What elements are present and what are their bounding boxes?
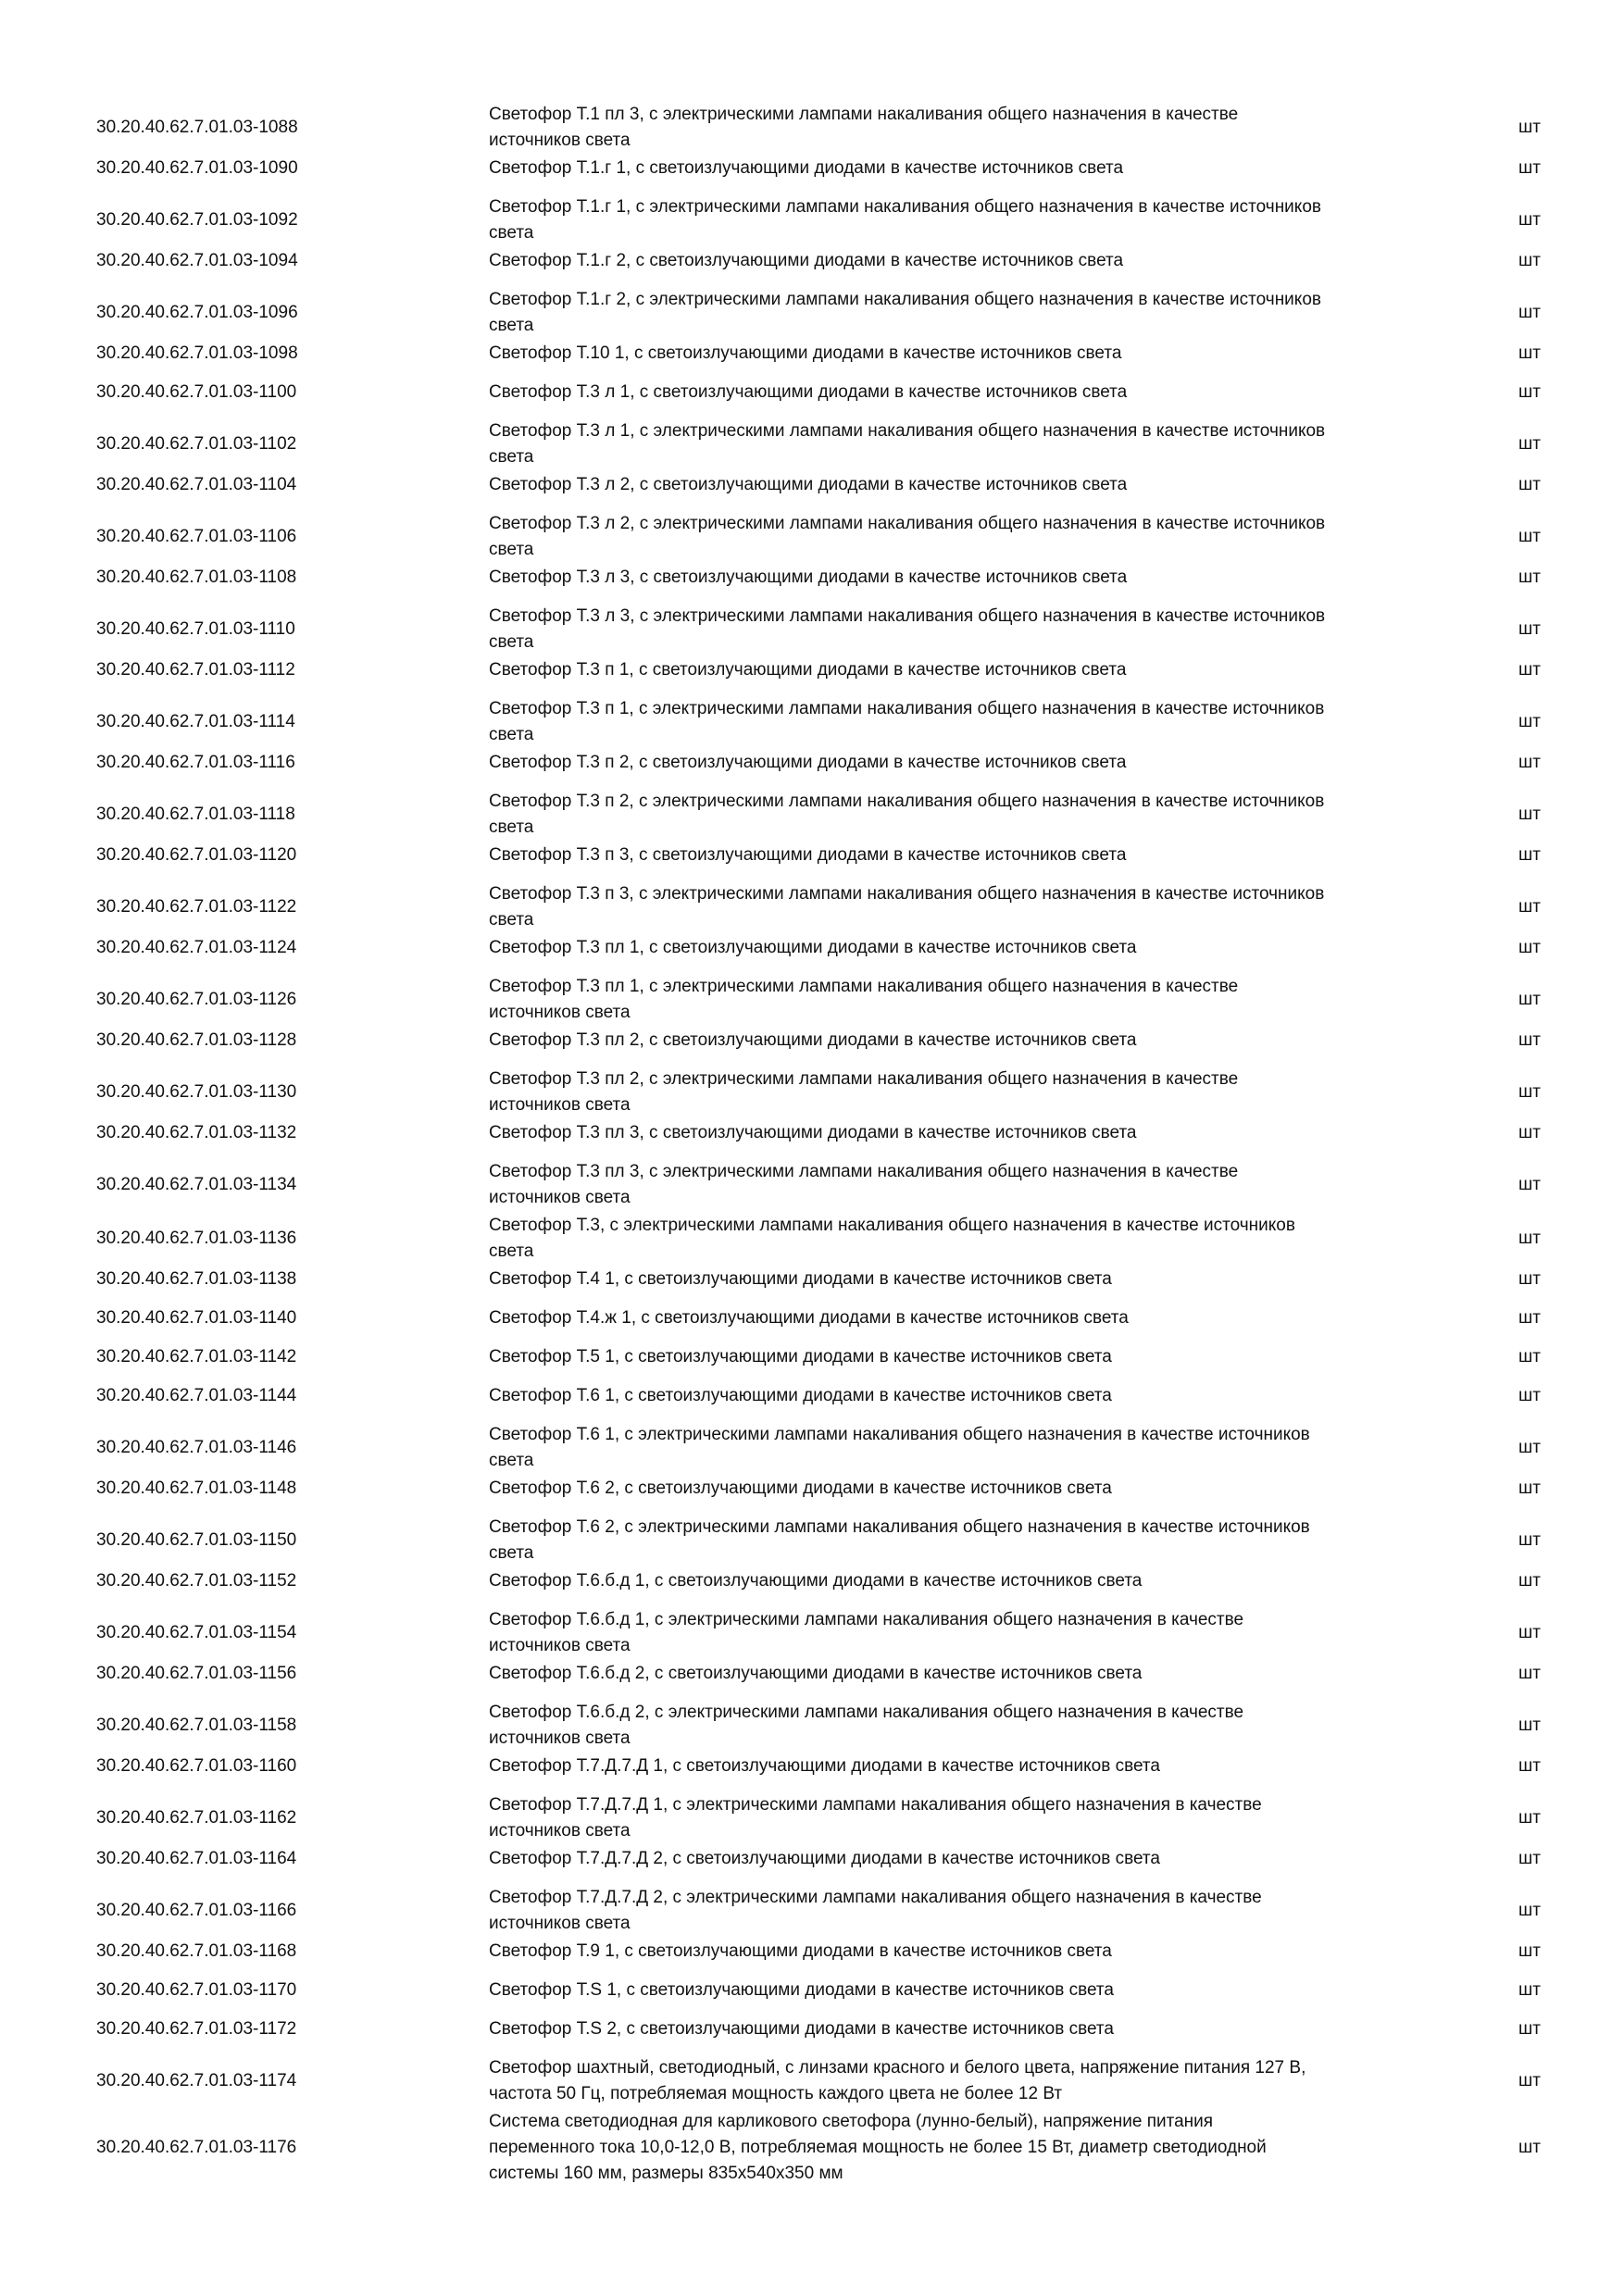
row-unit: шт <box>1518 158 1541 178</box>
row-description-line: Светофор Т.3 п 2, с электрическими лампами накаливания общего назначения в качестве источников <box>489 792 1325 811</box>
table-row <box>0 1476 1624 1502</box>
row-description-line: Светофор Т.9 1, с светоизлучающими диодами в качестве источников света <box>489 1941 1112 1961</box>
row-description-line: Светофор Т.3 пл 1, с светоизлучающими диодами в качестве источников света <box>489 938 1137 957</box>
table-row <box>0 1067 1624 1118</box>
row-unit: шт <box>1518 382 1541 402</box>
row-description-line: частота 50 Гц, потребляемая мощность каждого цвета не более 12 Вт <box>489 2084 1063 2103</box>
row-unit: шт <box>1518 1438 1541 1457</box>
row-unit: шт <box>1518 1123 1541 1142</box>
row-description-line: света <box>489 540 534 559</box>
row-unit: шт <box>1518 2138 1541 2157</box>
row-description <box>489 1067 1452 1118</box>
row-description-line: света <box>489 725 534 744</box>
row-unit: шт <box>1518 475 1541 494</box>
row-description-line: источников света <box>489 1914 631 1933</box>
row-description <box>489 1792 1452 1844</box>
row-description-line: Светофор Т.6 1, с электрическими лампами накаливания общего назначения в качестве источников <box>489 1425 1310 1444</box>
row-description-line: Светофор Т.3 п 2, с светоизлучающими диодами в качестве источников света <box>489 753 1127 772</box>
row-code: 30.20.40.62.7.01.03-1152 <box>96 1571 297 1591</box>
table-row <box>0 156 1624 181</box>
row-description <box>489 1939 1452 1965</box>
row-unit: шт <box>1518 1479 1541 1498</box>
row-description-line: Светофор Т.7.Д.7.Д 1, с светоизлучающими диодами в качестве источников света <box>489 1756 1160 1776</box>
row-description <box>489 1476 1452 1502</box>
row-description <box>489 194 1452 246</box>
row-description <box>489 511 1452 563</box>
table-row <box>0 1515 1624 1566</box>
row-unit: шт <box>1518 1623 1541 1642</box>
row-unit: шт <box>1518 1030 1541 1050</box>
row-description <box>489 102 1452 154</box>
row-description <box>489 1120 1452 1146</box>
row-description-line: Светофор Т.S 2, с светоизлучающими диодами в качестве источников света <box>489 2019 1114 2039</box>
row-description-line: переменного тока 10,0-12,0 В, потребляемая мощность не более 15 Вт, диаметр светодиодной <box>489 2138 1267 2157</box>
row-code: 30.20.40.62.7.01.03-1166 <box>96 1901 297 1920</box>
row-unit: шт <box>1518 1941 1541 1961</box>
row-code: 30.20.40.62.7.01.03-1140 <box>96 1308 297 1328</box>
row-description-line: Светофор Т.5 1, с светоизлучающими диодами в качестве источников света <box>489 1347 1112 1366</box>
table-row <box>0 1305 1624 1331</box>
row-description <box>489 248 1452 274</box>
table-row <box>0 1700 1624 1752</box>
row-description-line: Светофор Т.6 1, с светоизлучающими диодами в качестве источников света <box>489 1386 1112 1405</box>
row-unit: шт <box>1518 527 1541 546</box>
table-row <box>0 287 1624 339</box>
table-row <box>0 881 1624 933</box>
row-description-line: Светофор Т.1 пл 3, с электрическими лампами накаливания общего назначения в качестве <box>489 105 1239 124</box>
row-description <box>489 1568 1452 1594</box>
row-description <box>489 935 1452 961</box>
row-code: 30.20.40.62.7.01.03-1108 <box>96 568 297 587</box>
row-description <box>489 565 1452 591</box>
row-code: 30.20.40.62.7.01.03-1112 <box>96 660 295 680</box>
row-description-line: источников света <box>489 131 631 150</box>
row-description <box>489 974 1452 1026</box>
row-code: 30.20.40.62.7.01.03-1148 <box>96 1479 297 1498</box>
row-code: 30.20.40.62.7.01.03-1146 <box>96 1438 297 1457</box>
row-description <box>489 341 1452 367</box>
table-row <box>0 565 1624 591</box>
row-unit: шт <box>1518 938 1541 957</box>
row-unit: шт <box>1518 568 1541 587</box>
row-description <box>489 750 1452 776</box>
row-code: 30.20.40.62.7.01.03-1142 <box>96 1347 297 1366</box>
row-description-line: Светофор Т.7.Д.7.Д 1, с электрическими лампами накаливания общего назначения в качестве <box>489 1795 1262 1815</box>
row-code: 30.20.40.62.7.01.03-1098 <box>96 343 298 363</box>
table-row <box>0 974 1624 1026</box>
table-row <box>0 511 1624 563</box>
row-description-line: Система светодиодная для карликового светофора (лунно-белый), напряжение питания <box>489 2112 1214 2131</box>
row-description <box>489 1383 1452 1409</box>
row-unit: шт <box>1518 251 1541 270</box>
table-row <box>0 789 1624 841</box>
row-description-line: света <box>489 910 534 930</box>
row-code: 30.20.40.62.7.01.03-1132 <box>96 1123 297 1142</box>
row-description <box>489 1422 1452 1474</box>
row-description <box>489 2055 1452 2107</box>
table-row <box>0 2109 1624 2187</box>
row-description <box>489 1978 1452 2003</box>
row-description-line: Светофор Т.7.Д.7.Д 2, с электрическими лампами накаливания общего назначения в качестве <box>489 1888 1262 1907</box>
row-code: 30.20.40.62.7.01.03-1162 <box>96 1808 297 1828</box>
row-description <box>489 156 1452 181</box>
row-code: 30.20.40.62.7.01.03-1136 <box>96 1229 297 1248</box>
row-unit: шт <box>1518 1308 1541 1328</box>
row-code: 30.20.40.62.7.01.03-1170 <box>96 1980 297 2000</box>
row-description <box>489 1661 1452 1687</box>
row-unit: шт <box>1518 619 1541 639</box>
table-row <box>0 1267 1624 1292</box>
table-row <box>0 1939 1624 1965</box>
row-description-line: света <box>489 817 534 837</box>
table-row <box>0 696 1624 748</box>
row-unit: шт <box>1518 1901 1541 1920</box>
row-code: 30.20.40.62.7.01.03-1110 <box>96 619 295 639</box>
row-unit: шт <box>1518 1571 1541 1591</box>
row-description-line: Светофор Т.3 п 3, с светоизлучающими диодами в качестве источников света <box>489 845 1127 865</box>
row-unit: шт <box>1518 118 1541 137</box>
row-description <box>489 789 1452 841</box>
row-description-line: источников света <box>489 1728 631 1748</box>
table-row <box>0 1383 1624 1409</box>
row-code: 30.20.40.62.7.01.03-1116 <box>96 753 295 772</box>
row-unit: шт <box>1518 990 1541 1009</box>
row-description-line: Светофор Т.7.Д.7.Д 2, с светоизлучающими диодами в качестве источников света <box>489 1849 1160 1868</box>
row-unit: шт <box>1518 1269 1541 1289</box>
table-row <box>0 1846 1624 1872</box>
table-row <box>0 750 1624 776</box>
table-row <box>0 2016 1624 2042</box>
row-description-line: света <box>489 1451 534 1470</box>
table-row <box>0 341 1624 367</box>
row-description-line: системы 160 мм, размеры 835х540х350 мм <box>489 2164 843 2183</box>
row-code: 30.20.40.62.7.01.03-1106 <box>96 527 297 546</box>
row-code: 30.20.40.62.7.01.03-1172 <box>96 2019 297 2039</box>
row-description-line: Светофор Т.1.г 2, с электрическими лампами накаливания общего назначения в качестве источников <box>489 290 1321 309</box>
row-description-line: Светофор Т.10 1, с светоизлучающими диодами в качестве источников света <box>489 343 1122 363</box>
row-unit: шт <box>1518 1175 1541 1194</box>
row-description-line: Светофор Т.3 пл 3, с электрическими лампами накаливания общего назначения в качестве <box>489 1162 1239 1181</box>
row-description-line: Светофор Т.3 пл 1, с электрическими лампами накаливания общего назначения в качестве <box>489 977 1239 996</box>
row-unit: шт <box>1518 805 1541 824</box>
table-row <box>0 1159 1624 1211</box>
row-description-line: Светофор Т.3 л 3, с светоизлучающими диодами в качестве источников света <box>489 568 1128 587</box>
row-description-line: Светофор Т.3 пл 3, с светоизлучающими диодами в качестве источников света <box>489 1123 1137 1142</box>
table-row <box>0 380 1624 406</box>
row-description <box>489 1213 1452 1265</box>
table-row <box>0 472 1624 498</box>
row-description-line: Светофор Т.3 п 1, с светоизлучающими диодами в качестве источников света <box>489 660 1127 680</box>
row-description <box>489 418 1452 470</box>
row-code: 30.20.40.62.7.01.03-1174 <box>96 2071 297 2090</box>
row-unit: шт <box>1518 660 1541 680</box>
row-code: 30.20.40.62.7.01.03-1096 <box>96 303 298 322</box>
row-unit: шт <box>1518 343 1541 363</box>
row-description <box>489 2109 1452 2187</box>
row-description-line: Светофор Т.3 л 2, с светоизлучающими диодами в качестве источников света <box>489 475 1128 494</box>
row-code: 30.20.40.62.7.01.03-1158 <box>96 1716 297 1735</box>
table-row <box>0 935 1624 961</box>
row-description-line: Светофор Т.S 1, с светоизлучающими диодами в качестве источников света <box>489 1980 1114 2000</box>
row-code: 30.20.40.62.7.01.03-1092 <box>96 210 298 230</box>
row-description-line: Светофор Т.1.г 1, с электрическими лампами накаливания общего назначения в качестве источников <box>489 197 1321 217</box>
row-description-line: Светофор Т.1.г 1, с светоизлучающими диодами в качестве источников света <box>489 158 1124 178</box>
row-description-line: источников света <box>489 1003 631 1022</box>
row-unit: шт <box>1518 712 1541 731</box>
row-unit: шт <box>1518 1347 1541 1366</box>
row-description-line: источников света <box>489 1095 631 1115</box>
row-description-line: источников света <box>489 1821 631 1841</box>
row-unit: шт <box>1518 1756 1541 1776</box>
row-description-line: света <box>489 223 534 243</box>
row-description <box>489 380 1452 406</box>
table-row <box>0 1422 1624 1474</box>
row-description-line: Светофор Т.6 2, с электрическими лампами накаливания общего назначения в качестве источников <box>489 1517 1310 1537</box>
row-code: 30.20.40.62.7.01.03-1120 <box>96 845 297 865</box>
row-description-line: Светофор Т.4.ж 1, с светоизлучающими диодами в качестве источников света <box>489 1308 1129 1328</box>
row-unit: шт <box>1518 210 1541 230</box>
row-code: 30.20.40.62.7.01.03-1150 <box>96 1530 297 1550</box>
row-unit: шт <box>1518 1386 1541 1405</box>
row-description-line: света <box>489 632 534 652</box>
row-code: 30.20.40.62.7.01.03-1138 <box>96 1269 297 1289</box>
row-description <box>489 287 1452 339</box>
row-code: 30.20.40.62.7.01.03-1144 <box>96 1386 297 1405</box>
row-description <box>489 1846 1452 1872</box>
row-description-line: Светофор Т.3 пл 2, с электрическими лампами накаливания общего назначения в качестве <box>489 1069 1239 1089</box>
row-description <box>489 1028 1452 1054</box>
row-description-line: Светофор Т.3 п 3, с электрическими лампами накаливания общего назначения в качестве источников <box>489 884 1325 904</box>
row-code: 30.20.40.62.7.01.03-1104 <box>96 475 297 494</box>
table-row <box>0 1028 1624 1054</box>
row-description <box>489 1267 1452 1292</box>
row-description-line: Светофор Т.3 л 3, с электрическими лампами накаливания общего назначения в качестве источников <box>489 606 1326 626</box>
table-row <box>0 657 1624 683</box>
row-code: 30.20.40.62.7.01.03-1156 <box>96 1664 297 1683</box>
row-description-line: Светофор Т.6.б.д 1, с электрическими лампами накаливания общего назначения в качестве <box>489 1610 1244 1629</box>
row-description-line: Светофор Т.3 л 1, с светоизлучающими диодами в качестве источников света <box>489 382 1128 402</box>
row-code: 30.20.40.62.7.01.03-1176 <box>96 2138 297 2157</box>
row-description-line: света <box>489 1242 534 1261</box>
row-unit: шт <box>1518 1849 1541 1868</box>
row-code: 30.20.40.62.7.01.03-1088 <box>96 118 298 137</box>
row-description-line: Светофор Т.6.б.д 2, с светоизлучающими диодами в качестве источников света <box>489 1664 1143 1683</box>
row-description-line: Светофор Т.4 1, с светоизлучающими диодами в качестве источников света <box>489 1269 1112 1289</box>
table-row <box>0 1885 1624 1937</box>
table-row <box>0 1792 1624 1844</box>
row-unit: шт <box>1518 2019 1541 2039</box>
table-row <box>0 418 1624 470</box>
row-description <box>489 881 1452 933</box>
row-description <box>489 657 1452 683</box>
row-description <box>489 472 1452 498</box>
row-unit: шт <box>1518 753 1541 772</box>
row-code: 30.20.40.62.7.01.03-1114 <box>96 712 295 731</box>
table-row <box>0 1978 1624 2003</box>
table-row <box>0 248 1624 274</box>
row-description-line: Светофор Т.1.г 2, с светоизлучающими диодами в качестве источников света <box>489 251 1124 270</box>
row-code: 30.20.40.62.7.01.03-1168 <box>96 1941 297 1961</box>
row-description <box>489 1607 1452 1659</box>
table-row <box>0 604 1624 655</box>
row-description <box>489 1700 1452 1752</box>
table-row <box>0 1568 1624 1594</box>
row-unit: шт <box>1518 1229 1541 1248</box>
row-unit: шт <box>1518 2071 1541 2090</box>
row-description <box>489 2016 1452 2042</box>
row-code: 30.20.40.62.7.01.03-1090 <box>96 158 298 178</box>
row-description-line: Светофор Т.3 п 1, с электрическими лампами накаливания общего назначения в качестве источников <box>489 699 1325 718</box>
row-code: 30.20.40.62.7.01.03-1164 <box>96 1849 297 1868</box>
row-description <box>489 1159 1452 1211</box>
row-unit: шт <box>1518 845 1541 865</box>
row-description <box>489 1885 1452 1937</box>
row-description-line: Светофор Т.3 л 1, с электрическими лампами накаливания общего назначения в качестве источников <box>489 421 1326 441</box>
row-description <box>489 696 1452 748</box>
row-description <box>489 1305 1452 1331</box>
row-description-line: источников света <box>489 1636 631 1655</box>
row-description-line: света <box>489 1543 534 1563</box>
row-unit: шт <box>1518 1808 1541 1828</box>
row-description <box>489 604 1452 655</box>
row-code: 30.20.40.62.7.01.03-1118 <box>96 805 295 824</box>
row-description <box>489 842 1452 868</box>
row-code: 30.20.40.62.7.01.03-1094 <box>96 251 298 270</box>
row-code: 30.20.40.62.7.01.03-1126 <box>96 990 297 1009</box>
row-description <box>489 1753 1452 1779</box>
table-row <box>0 102 1624 154</box>
row-unit: шт <box>1518 1980 1541 2000</box>
row-unit: шт <box>1518 303 1541 322</box>
table-row <box>0 194 1624 246</box>
row-unit: шт <box>1518 1530 1541 1550</box>
row-code: 30.20.40.62.7.01.03-1134 <box>96 1175 297 1194</box>
row-code: 30.20.40.62.7.01.03-1102 <box>96 434 297 454</box>
row-unit: шт <box>1518 1716 1541 1735</box>
row-description-line: Светофор Т.3, с электрическими лампами накаливания общего назначения в качестве источников <box>489 1216 1295 1235</box>
table-row <box>0 1753 1624 1779</box>
row-unit: шт <box>1518 897 1541 917</box>
row-description <box>489 1515 1452 1566</box>
row-description-line: света <box>489 447 534 467</box>
table-row <box>0 1344 1624 1370</box>
row-code: 30.20.40.62.7.01.03-1154 <box>96 1623 297 1642</box>
row-description-line: Светофор Т.3 л 2, с электрическими лампами накаливания общего назначения в качестве источников <box>489 514 1326 533</box>
row-description-line: Светофор шахтный, светодиодный, с линзами красного и белого цвета, напряжение питания 127 В, <box>489 2058 1306 2078</box>
row-description-line: Светофор Т.6.б.д 1, с светоизлучающими диодами в качестве источников света <box>489 1571 1143 1591</box>
table-row <box>0 1120 1624 1146</box>
table-row <box>0 1607 1624 1659</box>
row-description <box>489 1344 1452 1370</box>
table-row <box>0 1661 1624 1687</box>
row-unit: шт <box>1518 1664 1541 1683</box>
row-description-line: света <box>489 316 534 335</box>
row-unit: шт <box>1518 1082 1541 1102</box>
row-code: 30.20.40.62.7.01.03-1130 <box>96 1082 297 1102</box>
row-description-line: Светофор Т.6 2, с светоизлучающими диодами в качестве источников света <box>489 1479 1112 1498</box>
row-code: 30.20.40.62.7.01.03-1122 <box>96 897 297 917</box>
row-code: 30.20.40.62.7.01.03-1160 <box>96 1756 297 1776</box>
row-description-line: Светофор Т.6.б.д 2, с электрическими лампами накаливания общего назначения в качестве <box>489 1703 1244 1722</box>
row-unit: шт <box>1518 434 1541 454</box>
row-code: 30.20.40.62.7.01.03-1100 <box>96 382 297 402</box>
table-row <box>0 1213 1624 1265</box>
row-description-line: Светофор Т.3 пл 2, с светоизлучающими диодами в качестве источников света <box>489 1030 1137 1050</box>
table-row <box>0 842 1624 868</box>
table-row <box>0 2055 1624 2107</box>
row-code: 30.20.40.62.7.01.03-1124 <box>96 938 297 957</box>
row-code: 30.20.40.62.7.01.03-1128 <box>96 1030 297 1050</box>
row-description-line: источников света <box>489 1188 631 1207</box>
